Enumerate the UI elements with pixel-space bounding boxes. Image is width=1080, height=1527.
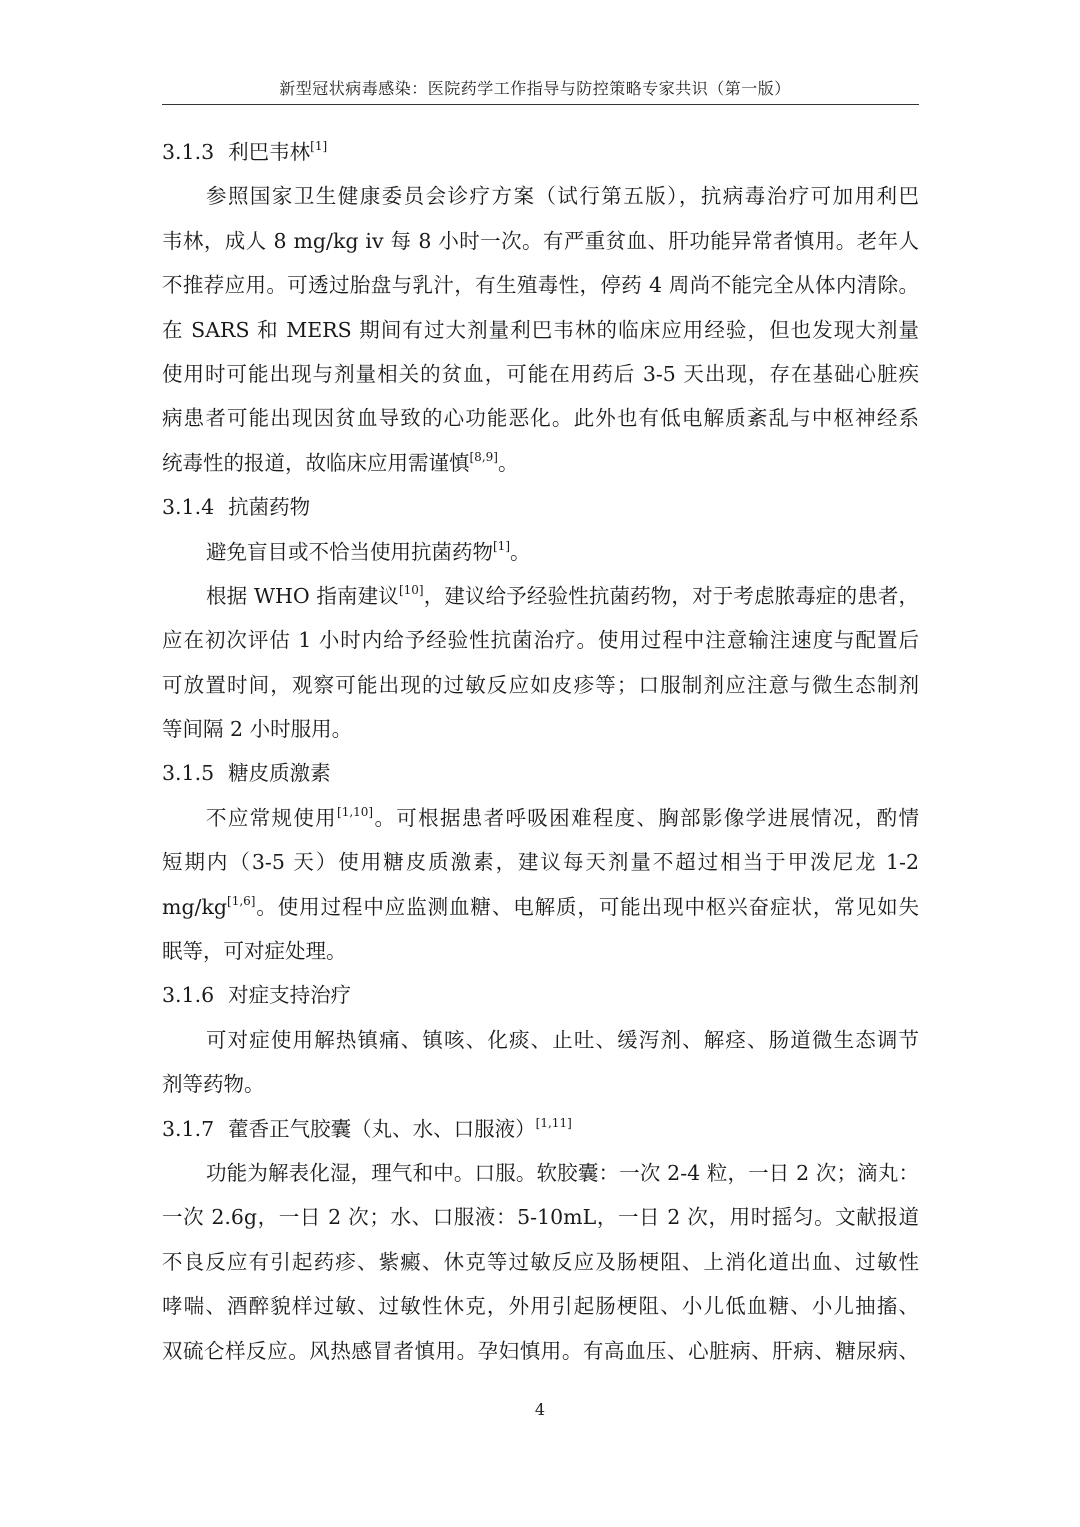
line-text: 。 — [510, 539, 531, 564]
paragraph-line: 双硫仑样反应。风热感冒者慎用。孕妇慎用。有高血压、心脏病、肝病、糖尿病、 — [162, 1338, 919, 1363]
paragraph-line: 使用时可能出现与剂量相关的贫血，可能在用药后 3-5 天出现，存在基础心脏疾 — [162, 361, 919, 386]
paragraph-line: 一次 2.6g，一日 2 次；水、口服液：5-10mL，一日 2 次，用时摇匀。文献报道 — [162, 1205, 919, 1230]
section-title: 利巴韦林 — [228, 140, 311, 164]
citation: [1,10] — [337, 804, 374, 819]
paragraph-line: 功能为解表化湿，理气和中。口服。软胶囊：一次 2-4 粒，一日 2 次；滴丸： — [206, 1160, 919, 1185]
paragraph-line: 应在初次评估 1 小时内给予经验性抗菌治疗。使用过程中注意输注速度与配置后 — [162, 628, 919, 653]
citation: [1,11] — [535, 1115, 572, 1130]
paragraph-line — [162, 885, 919, 929]
citation: [8,9] — [469, 449, 498, 464]
line-text: 。可根据患者呼吸困难程度、胸部影像学进展情况，酌情 — [373, 805, 919, 830]
paragraph-line: 病患者可能出现因贫血导致的心功能恶化。此外也有低电解质紊乱与中枢神经系 — [162, 406, 919, 431]
paragraph-line — [162, 796, 919, 840]
section-title: 对症支持治疗 — [228, 983, 352, 1008]
citation: [10] — [398, 582, 424, 597]
line-text: 统毒性的报道，故临床应用需谨慎 — [162, 450, 470, 475]
paragraph-line: 参照国家卫生健康委员会诊疗方案（试行第五版），抗病毒治疗可加用利巴 — [206, 184, 919, 209]
page-number: 4 — [534, 1400, 546, 1419]
paragraph-line: 不良反应有引起药疹、紫癜、休克等过敏反应及肠梗阻、上消化道出血、过敏性 — [162, 1249, 919, 1274]
paragraph-line: 可对症使用解热镇痛、镇咳、化痰、止吐、缓泻剂、解痉、肠道微生态调节 — [206, 1027, 919, 1052]
section-number: 3.1.6 — [162, 983, 215, 1008]
section-heading-3-1-5 — [162, 751, 919, 795]
line-text: 。 — [497, 450, 519, 475]
citation: [1] — [493, 538, 510, 553]
paragraph-line: 可放置时间，观察可能出现的过敏反应如皮疹等；口服制剂应注意与微生态制剂 — [162, 672, 919, 697]
section-heading-3-1-4 — [162, 485, 919, 529]
paragraph-line: 等间隔 2 小时服用。 — [162, 717, 353, 742]
section-title: 抗菌药物 — [228, 495, 311, 520]
line-text: 。使用过程中应监测血糖、电解质，可能出现中枢兴奋症状，常见如失 — [255, 894, 919, 919]
paragraph-line: 不推荐应用。可透过胎盘与乳汁，有生殖毒性，停药 4 周尚不能完全从体内清除。 — [162, 273, 919, 298]
line-text: mg/kg — [162, 894, 228, 919]
section-title: 藿香正气胶囊（丸、水、口服液） — [228, 1116, 536, 1141]
section-number: 3.1.7 — [162, 1116, 215, 1141]
paragraph-line — [162, 441, 919, 485]
paragraph-line — [162, 574, 919, 618]
section-heading-3-1-7 — [162, 1107, 919, 1151]
section-title: 糖皮质激素 — [228, 761, 331, 786]
section-number: 3.1.3 — [162, 140, 215, 164]
paragraph-line: 哮喘、酒醉貌样过敏、过敏性休克，外用引起肠梗阻、小儿低血糖、小儿抽搐、 — [162, 1294, 919, 1319]
citation: [1] — [310, 139, 328, 153]
section-heading-3-1-6 — [162, 973, 919, 1017]
paragraph-line — [162, 530, 919, 574]
paragraph-line: 在 SARS 和 MERS 期间有过大剂量利巴韦林的临床应用经验，但也发现大剂量 — [162, 317, 919, 342]
paragraph-line: 剂等药物。 — [162, 1072, 265, 1097]
running-header: 新型冠状病毒感染：医院药学工作指导与防控策略专家共识（第一版） — [279, 79, 791, 98]
section-number: 3.1.5 — [162, 761, 215, 786]
paragraph-line: 韦林，成人 8 mg/kg iv 每 8 小时一次。有严重贫血、肝功能异常者慎用。老年人 — [162, 228, 919, 253]
section-number: 3.1.4 — [162, 495, 215, 520]
citation: [1,6] — [227, 893, 256, 908]
paragraph-line: 短期内（3-5 天）使用糖皮质激素，建议每天剂量不超过相当于甲泼尼龙 1-2 — [162, 850, 919, 875]
paragraph-line: 眠等，可对症处理。 — [162, 939, 347, 964]
document-body — [162, 130, 919, 1373]
header-rule — [162, 104, 919, 105]
line-text: ，建议给予经验性抗菌药物，对于考虑脓毒症的患者， — [423, 583, 919, 608]
line-text: 不应常规使用 — [206, 805, 338, 830]
line-text: 避免盲目或不恰当使用抗菌药物 — [206, 539, 493, 564]
line-text: 根据 WHO 指南建议 — [206, 583, 399, 608]
section-heading-3-1-3 — [162, 130, 919, 174]
